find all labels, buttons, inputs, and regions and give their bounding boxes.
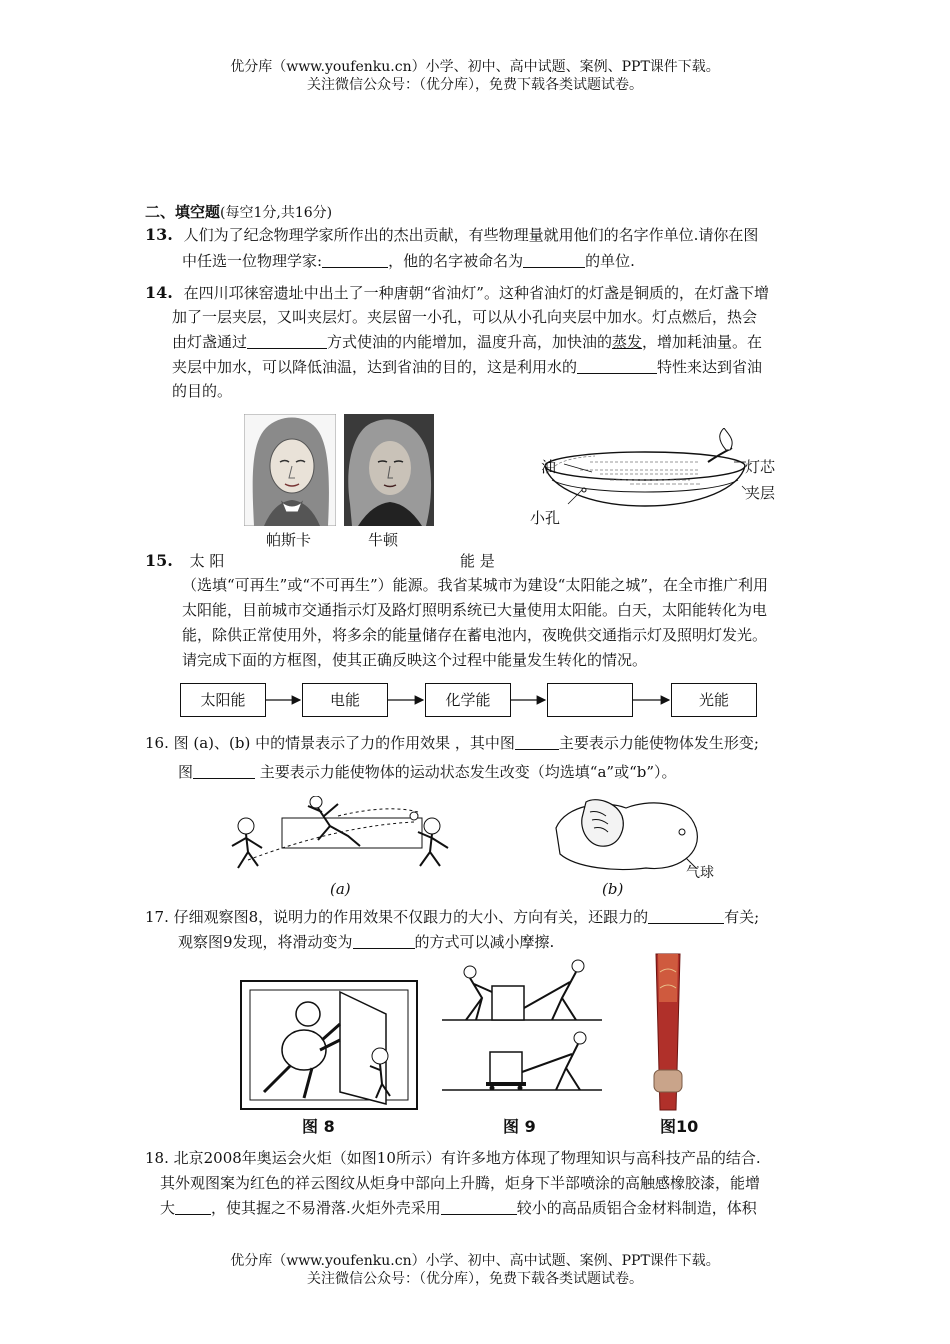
figure-a-caption: (a) xyxy=(330,880,351,898)
q13-line-1 xyxy=(145,224,758,246)
q14-text-3b: 方式使油的内能增加，温度升高，加快油的 xyxy=(327,333,613,351)
header-line-1: 优分库（www.youfenku.cn）小学、初中、高中试题、案例、PPT课件下载。 xyxy=(230,59,720,75)
q15-line-5: 请完成下面的方框图，使其正确反映这个过程中能量发生转化的情况。 xyxy=(182,651,648,669)
q15-line-2: （选填“可再生”或“不可再生”）能源。我省某城市为建设“太阳能之城”，在全市推广利用 xyxy=(182,576,769,594)
q16-line-2 xyxy=(178,761,677,783)
q18-blank-2[interactable] xyxy=(441,1198,517,1215)
flow-arrows xyxy=(264,690,674,710)
q15-line-4: 能，除供正常使用外，将多余的能量储存在蓄电池内，夜晚供交通指示灯及照明灯发光。 xyxy=(182,626,768,644)
q15-number: 15. xyxy=(145,551,173,570)
q18-text-3c: 较小的高品质铝合金材料制造，体积 xyxy=(516,1199,757,1217)
q13-number: 13. xyxy=(145,225,173,244)
q14-text-4a: 夹层中加水，可以降低油温，达到省油的目的，这是利用水的 xyxy=(172,358,578,376)
q17-text-2b: 的方式可以减小摩擦. xyxy=(414,933,555,951)
flow-box-solar: 太阳能 xyxy=(180,683,266,717)
figure-9-box xyxy=(442,958,602,1098)
q14-text-3c: ，增加耗油量。在 xyxy=(642,333,763,351)
q13-text-2c: 的单位. xyxy=(585,252,635,270)
lamp-label-hole: 小孔 xyxy=(530,509,561,527)
q14-line-5: 的目的。 xyxy=(172,382,233,400)
q16-text-1b: 主要表示力能使物体发生形变; xyxy=(558,734,759,752)
section-title: 二、填空题 xyxy=(145,203,221,221)
q17-text-1a: 17. 仔细观察图8，说明力的作用效果不仅跟力的大小、方向有关，还跟力的 xyxy=(145,908,649,926)
newton-caption: 牛顿 xyxy=(368,531,399,549)
pascal-portrait xyxy=(244,414,336,526)
q14-text-1: 在四川邛徕窑遗址中出土了一种唐朝“省油灯”。这种省油灯的灯盏是铜质的，在灯盏下增 xyxy=(183,284,769,302)
q17-line-1 xyxy=(145,906,759,928)
q14-underlined-term: 蒸发 xyxy=(612,333,643,351)
q17-text-2a: 观察图9发现，将滑动变为 xyxy=(178,933,353,951)
q15-text-1b: 能 是 xyxy=(460,552,495,570)
figure-8-caption: 图 8 xyxy=(302,1117,335,1136)
q13-text-1: 人们为了纪念物理学家所作出的杰出贡献，有些物理量就用他们的名字作单位.请你在图 xyxy=(183,226,759,244)
q16-blank-1[interactable] xyxy=(515,733,559,750)
header-line-2: 关注微信公众号：（优分库），免费下载各类试题试卷。 xyxy=(307,77,643,93)
q17-text-1b: 有关; xyxy=(724,908,760,926)
footer-line-1: 优分库（www.youfenku.cn）小学、初中、高中试题、案例、PPT课件下载。 xyxy=(230,1253,720,1269)
q17-blank-1[interactable] xyxy=(648,907,724,924)
flow-box-light: 光能 xyxy=(671,683,757,717)
q16-text-2b: 主要表示力能使物体的运动状态发生改变（均选填“a”或“b”）。 xyxy=(255,763,677,781)
q13-line-2 xyxy=(182,250,635,272)
q17-line-2 xyxy=(178,931,554,953)
lamp-label-layer: 夹层 xyxy=(745,484,776,502)
flow-box-chemical: 化学能 xyxy=(425,683,511,717)
figure-10-torch xyxy=(648,952,688,1112)
q14-line-3 xyxy=(172,331,762,353)
q18-line-1: 18. 北京2008年奥运会火炬（如图10所示）有许多地方体现了物理知识与高科技产品的结合. xyxy=(145,1149,761,1167)
oil-lamp-diagram xyxy=(520,428,820,528)
q14-text-4b: 特性来达到省油 xyxy=(657,358,763,376)
pascal-caption: 帕斯卡 xyxy=(266,531,312,549)
q14-line-4 xyxy=(172,356,762,378)
q16-text-1a: 16. 图 (a)、(b) 中的情景表示了力的作用效果 ，其中图 xyxy=(145,734,515,752)
newton-portrait xyxy=(344,414,434,526)
flow-box-electric: 电能 xyxy=(302,683,388,717)
q14-text-3a: 由灯盏通过 xyxy=(172,333,248,351)
q18-blank-1[interactable] xyxy=(175,1198,211,1215)
balloon-label: 气球 xyxy=(686,865,714,881)
q17-blank-2[interactable] xyxy=(353,932,415,949)
q18-line-3 xyxy=(160,1197,757,1219)
q13-blank-2[interactable] xyxy=(523,251,585,268)
figure-b-caption: (b) xyxy=(602,880,624,898)
q15-line-3: 太阳能，目前城市交通指示灯及路灯照明系统已大量使用太阳能。白天，太阳能转化为电 xyxy=(182,601,768,619)
q14-line-2: 加了一层夹层，又叫夹层灯。夹层留一小孔，可以从小孔向夹层中加水。灯点燃后，热会 xyxy=(172,308,758,326)
footer-line-2: 关注微信公众号：（优分库），免费下载各类试题试卷。 xyxy=(307,1271,643,1287)
q14-blank-2[interactable] xyxy=(577,357,657,374)
q14-blank-1[interactable] xyxy=(247,332,327,349)
q18-text-3a: 大 xyxy=(160,1199,176,1217)
figure-8-door xyxy=(240,980,418,1110)
q13-text-2a: 中任选一位物理学家: xyxy=(182,252,323,270)
q13-blank-1[interactable] xyxy=(322,251,388,268)
section-note: (每空1分,共16分) xyxy=(220,205,333,221)
lamp-label-wick: 灯芯 xyxy=(745,458,776,476)
q15-line-1 xyxy=(145,550,224,572)
q18-line-2: 其外观图案为红色的祥云图纹从炬身中部向上升腾，炬身下半部喷涂的高触感橡胶漆，能增 xyxy=(160,1174,761,1192)
q14-line-1 xyxy=(145,282,769,304)
q16-text-2a: 图 xyxy=(178,763,194,781)
q16-blank-2[interactable] xyxy=(193,762,255,779)
lamp-label-oil: 油 xyxy=(541,458,557,476)
section-heading xyxy=(145,201,332,224)
figure-9-caption: 图 9 xyxy=(503,1117,536,1136)
figure-10-caption: 图10 xyxy=(660,1117,699,1136)
q14-number: 14. xyxy=(145,283,173,302)
q16-line-1 xyxy=(145,732,759,754)
figure-a-players xyxy=(218,796,468,878)
q18-text-3b: ，使其握之不易滑落.火炬外壳采用 xyxy=(211,1199,441,1217)
q15-text-1a: 太 阳 xyxy=(189,552,225,570)
q13-text-2b: ，他的名字被命名为 xyxy=(388,252,524,270)
